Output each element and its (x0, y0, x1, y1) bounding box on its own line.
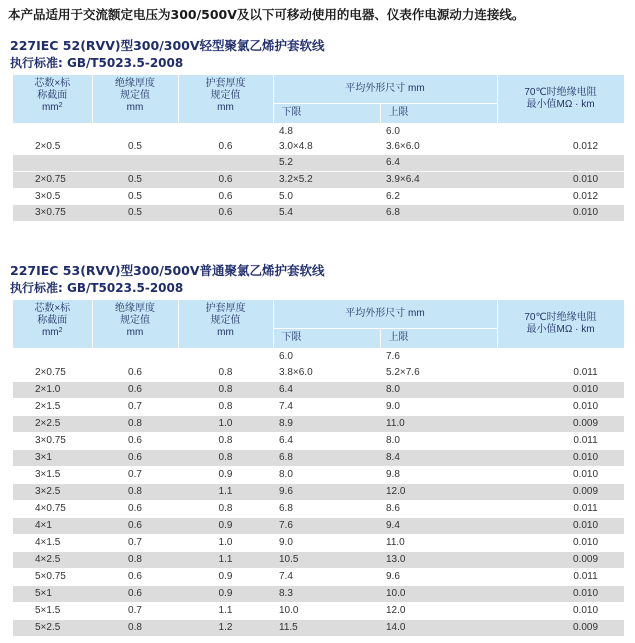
header-upper: 上限 (380, 328, 497, 348)
diameter-upper-cell: 9.8 (380, 467, 497, 484)
insulation-cell: 0.6 (92, 586, 178, 603)
sheath-cell (178, 123, 273, 139)
header-core: 芯数×标 称截面 $mm^2$ (13, 300, 92, 348)
diameter-lower-cell: 5.4 (273, 205, 380, 221)
cross-section-cell: 2×0.75 (13, 172, 92, 189)
table-row (13, 433, 624, 450)
insulation-cell: 0.5 (92, 189, 178, 205)
header-diameter: 平均外形尺寸 mm (273, 300, 497, 328)
insulation-cell: 0.5 (92, 172, 178, 189)
sheath-cell: 0.8 (178, 433, 273, 450)
cross-section-cell: 2×0.75 (13, 365, 92, 382)
resistance-cell: 0.010 (497, 586, 624, 603)
diameter-lower-cell: 7.6 (273, 518, 380, 535)
resistance-cell (497, 123, 624, 139)
sheath-cell: 0.9 (178, 586, 273, 603)
diameter-upper-cell: 8.6 (380, 501, 497, 518)
resistance-cell: 0.011 (497, 569, 624, 586)
header-core: 芯数×标 称截面 $mm^2$ (13, 75, 92, 123)
cross-section-cell (13, 348, 92, 365)
insulation-cell: 0.7 (92, 603, 178, 620)
diameter-lower-cell: 9.0 (273, 535, 380, 552)
diameter-lower-cell: 6.4 (273, 382, 380, 399)
insulation-cell: 0.6 (92, 501, 178, 518)
insulation-cell: 0.7 (92, 467, 178, 484)
resistance-cell: 0.010 (497, 382, 624, 399)
diameter-lower-cell: 7.4 (273, 569, 380, 586)
insulation-cell: 0.8 (92, 416, 178, 433)
table-row (13, 518, 624, 535)
diameter-upper-cell: 11.0 (380, 416, 497, 433)
table-row (13, 450, 624, 467)
resistance-cell: 0.010 (497, 603, 624, 620)
resistance-cell: 0.010 (497, 205, 624, 221)
table-row (13, 535, 624, 552)
diameter-upper-cell: 8.4 (380, 450, 497, 467)
table-row (13, 569, 624, 586)
diameter-upper-cell: 6.0 (380, 123, 497, 139)
diameter-lower-cell: 9.6 (273, 484, 380, 501)
diameter-upper-cell: 12.0 (380, 484, 497, 501)
header-insulation: 绝缘厚度 规定值 mm (92, 75, 178, 123)
cross-section-cell: 4×2.5 (13, 552, 92, 569)
diameter-upper-cell: 13.0 (380, 552, 497, 569)
cross-section-cell: 2×2.5 (13, 416, 92, 433)
diameter-lower-cell: 8.9 (273, 416, 380, 433)
resistance-cell: 0.010 (497, 518, 624, 535)
sheath-cell: 0.9 (178, 569, 273, 586)
diameter-upper-cell: 3.6×6.0 (380, 139, 497, 155)
diameter-upper-cell: 5.2×7.6 (380, 365, 497, 382)
resistance-cell: 0.012 (497, 139, 624, 155)
diameter-lower-cell: 5.0 (273, 189, 380, 205)
diameter-lower-cell: 7.4 (273, 399, 380, 416)
cross-section-cell: 3×0.75 (13, 433, 92, 450)
insulation-cell (92, 123, 178, 139)
sheath-cell: 0.6 (178, 205, 273, 221)
insulation-cell: 0.6 (92, 433, 178, 450)
header-resistance: 70℃时绝缘电阻 最小值MΩ · km (497, 300, 624, 348)
table-row (13, 365, 624, 382)
header-sheath: 护套厚度 规定值 mm (178, 75, 273, 123)
header-resistance: 70℃时绝缘电阻 最小值MΩ · km (497, 75, 624, 123)
resistance-cell: 0.011 (497, 501, 624, 518)
diameter-upper-cell: 8.0 (380, 382, 497, 399)
insulation-cell: 0.6 (92, 365, 178, 382)
insulation-cell (92, 348, 178, 365)
cross-section-cell: 4×1 (13, 518, 92, 535)
cross-section-cell: 5×1 (13, 586, 92, 603)
diameter-upper-cell: 9.4 (380, 518, 497, 535)
diameter-upper-cell: 10.0 (380, 586, 497, 603)
table-row (13, 155, 624, 171)
table-row (13, 139, 624, 155)
sheath-cell: 0.8 (178, 501, 273, 518)
table-row (13, 501, 624, 518)
resistance-cell (497, 155, 624, 171)
cross-section-cell: 3×2.5 (13, 484, 92, 501)
header-upper: 上限 (380, 103, 497, 123)
cross-section-cell (13, 155, 92, 171)
spec-table-2 (13, 300, 625, 637)
resistance-cell: 0.012 (497, 189, 624, 205)
cross-section-cell: 3×0.75 (13, 205, 92, 221)
diameter-lower-cell: 3.0×4.8 (273, 139, 380, 155)
sheath-cell (178, 155, 273, 171)
diameter-lower-cell: 8.0 (273, 467, 380, 484)
diameter-upper-cell: 3.9×6.4 (380, 172, 497, 189)
resistance-cell: 0.009 (497, 484, 624, 501)
insulation-cell: 0.8 (92, 484, 178, 501)
cross-section-cell: 2×0.5 (13, 139, 92, 155)
table-row (13, 552, 624, 569)
diameter-upper-cell: 14.0 (380, 620, 497, 637)
diameter-upper-cell: 12.0 (380, 603, 497, 620)
intro-text: 本产品适用于交流额定电压为300/500V及以下可移动使用的电器、仪表作电源动力连接线。 (8, 7, 525, 22)
table-row (13, 484, 624, 501)
diameter-lower-cell: 5.2 (273, 155, 380, 171)
insulation-cell: 0.7 (92, 535, 178, 552)
cross-section-cell: 5×1.5 (13, 603, 92, 620)
diameter-lower-cell: 10.0 (273, 603, 380, 620)
diameter-upper-cell: 11.0 (380, 535, 497, 552)
cross-section-cell: 3×1.5 (13, 467, 92, 484)
cross-section-cell: 2×1.5 (13, 399, 92, 416)
cross-section-cell (13, 123, 92, 139)
table-row (13, 123, 624, 139)
diameter-lower-cell: 6.0 (273, 348, 380, 365)
table-row (13, 467, 624, 484)
sheath-cell: 0.6 (178, 172, 273, 189)
sheath-cell: 0.6 (178, 189, 273, 205)
diameter-lower-cell: 11.5 (273, 620, 380, 637)
table-row (13, 603, 624, 620)
table-row (13, 586, 624, 603)
diameter-lower-cell: 6.8 (273, 501, 380, 518)
sheath-cell: 1.1 (178, 552, 273, 569)
spec-table-1 (13, 75, 625, 222)
sheath-cell: 1.1 (178, 484, 273, 501)
diameter-lower-cell: 3.2×5.2 (273, 172, 380, 189)
diameter-lower-cell: 4.8 (273, 123, 380, 139)
cross-section-cell: 3×0.5 (13, 189, 92, 205)
cross-section-cell: 4×0.75 (13, 501, 92, 518)
table1-standard: 执行标准: GB/T5023.5-2008 (10, 56, 184, 70)
sheath-cell: 0.8 (178, 382, 273, 399)
diameter-upper-cell: 8.0 (380, 433, 497, 450)
diameter-upper-cell: 7.6 (380, 348, 497, 365)
table2-title: 227IEC 53(RVV)型300/500V普通聚氯乙烯护套软线 (10, 263, 325, 278)
table2-standard: 执行标准: GB/T5023.5-2008 (10, 281, 184, 295)
sheath-cell: 1.0 (178, 416, 273, 433)
resistance-cell: 0.010 (497, 450, 624, 467)
cross-section-cell: 2×1.0 (13, 382, 92, 399)
diameter-upper-cell: 9.6 (380, 569, 497, 586)
diameter-upper-cell: 6.4 (380, 155, 497, 171)
header-sheath: 护套厚度 规定值 mm (178, 300, 273, 348)
resistance-cell: 0.010 (497, 535, 624, 552)
resistance-cell: 0.010 (497, 467, 624, 484)
insulation-cell: 0.8 (92, 552, 178, 569)
resistance-cell: 0.009 (497, 416, 624, 433)
insulation-cell: 0.8 (92, 620, 178, 637)
sheath-cell: 0.8 (178, 399, 273, 416)
header-diameter: 平均外形尺寸 mm (273, 75, 497, 103)
sheath-cell (178, 348, 273, 365)
header-insulation: 绝缘厚度 规定值 mm (92, 300, 178, 348)
sheath-cell: 0.9 (178, 518, 273, 535)
cross-section-cell: 4×1.5 (13, 535, 92, 552)
sheath-cell: 0.6 (178, 139, 273, 155)
insulation-cell: 0.5 (92, 205, 178, 221)
diameter-upper-cell: 6.2 (380, 189, 497, 205)
table-row (13, 416, 624, 433)
table-row (13, 172, 624, 189)
resistance-cell: 0.011 (497, 365, 624, 382)
diameter-lower-cell: 6.8 (273, 450, 380, 467)
sheath-cell: 1.0 (178, 535, 273, 552)
resistance-cell: 0.009 (497, 552, 624, 569)
insulation-cell: 0.6 (92, 450, 178, 467)
table-row (13, 189, 624, 205)
diameter-lower-cell: 8.3 (273, 586, 380, 603)
resistance-cell: 0.010 (497, 172, 624, 189)
resistance-cell: 0.010 (497, 399, 624, 416)
sheath-cell: 1.2 (178, 620, 273, 637)
table-row (13, 205, 624, 221)
resistance-cell (497, 348, 624, 365)
insulation-cell: 0.6 (92, 382, 178, 399)
insulation-cell: 0.5 (92, 139, 178, 155)
sheath-cell: 0.9 (178, 467, 273, 484)
insulation-cell: 0.7 (92, 399, 178, 416)
cross-section-cell: 5×2.5 (13, 620, 92, 637)
header-lower: 下限 (273, 103, 380, 123)
sheath-cell: 0.8 (178, 450, 273, 467)
header-lower: 下限 (273, 328, 380, 348)
cross-section-cell: 5×0.75 (13, 569, 92, 586)
resistance-cell: 0.009 (497, 620, 624, 637)
diameter-upper-cell: 6.8 (380, 205, 497, 221)
table1-title: 227IEC 52(RVV)型300/300V轻型聚氯乙烯护套软线 (10, 38, 325, 53)
table-row (13, 399, 624, 416)
diameter-upper-cell: 9.0 (380, 399, 497, 416)
insulation-cell: 0.6 (92, 518, 178, 535)
diameter-lower-cell: 10.5 (273, 552, 380, 569)
table-row (13, 382, 624, 399)
insulation-cell: 0.6 (92, 569, 178, 586)
diameter-lower-cell: 6.4 (273, 433, 380, 450)
sheath-cell: 0.8 (178, 365, 273, 382)
diameter-lower-cell: 3.8×6.0 (273, 365, 380, 382)
sheath-cell: 1.1 (178, 603, 273, 620)
resistance-cell: 0.011 (497, 433, 624, 450)
table-row (13, 620, 624, 637)
cross-section-cell: 3×1 (13, 450, 92, 467)
table-row (13, 348, 624, 365)
insulation-cell (92, 155, 178, 171)
